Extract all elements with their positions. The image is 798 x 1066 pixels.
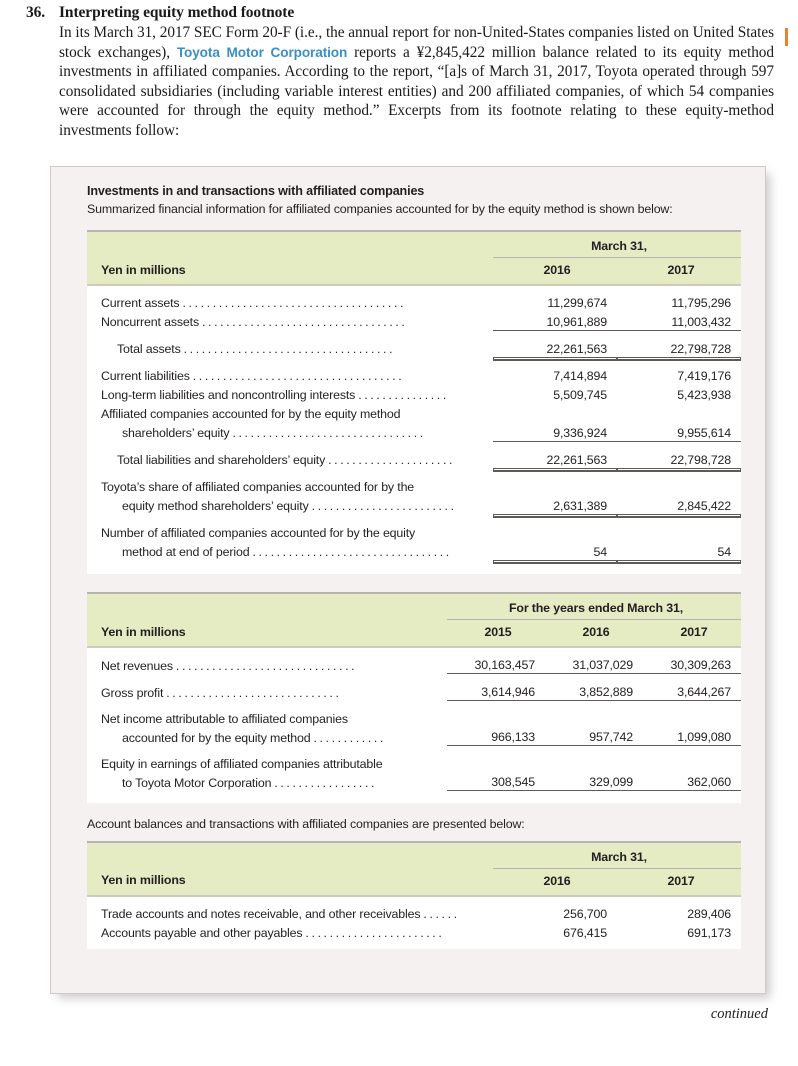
t1-col-2016: 2016 (493, 258, 617, 286)
t3-r1-label: Accounts payable and other payables (101, 926, 305, 940)
t1-r2-label: Total assets (117, 342, 184, 356)
exhibit-subtitle: Summarized financial information for affiliated companies accounted for by the equity method is shown below: (87, 202, 673, 216)
table-row (87, 701, 741, 727)
t2-r1-label: Gross profit (101, 686, 166, 700)
t2-span-header: For the years ended March 31, (447, 593, 741, 620)
t3-r1-v0: 676,415 (563, 925, 607, 940)
problem-block (26, 4, 774, 141)
table-row (87, 522, 741, 541)
table-bottom-spacer (87, 560, 741, 574)
t1-r0-v0: 11,299,674 (547, 296, 607, 310)
t1-r4-v1: 5,423,938 (677, 388, 731, 402)
table-row: Noncurrent assets .................................. 10,961,889 11,003,432 (87, 311, 741, 330)
table-row: Accounts payable and other payables ....................... 676,415 691,173 (87, 922, 741, 941)
table-row: method at end of period ................................. 54 54 (87, 541, 741, 560)
t1-r3-v1: 7,419,176 (677, 369, 731, 383)
problem-heading (26, 4, 774, 22)
table-row: Long-term liabilities and noncontrolling interests ............... 5,509,745 5,423,938 (87, 384, 741, 403)
t2-r3-v2: 1,099,080 (643, 727, 741, 746)
t1-col-2017: 2017 (617, 258, 741, 286)
table-header-span-row (87, 231, 741, 258)
t2-r0-label: Net revenues (101, 659, 176, 673)
rule-spacer (87, 468, 741, 476)
table-row: shareholders’ equity ................................ 9,336,924 9,955,614 (87, 422, 741, 441)
table-row: equity method shareholders’ equity ........................ 2,631,389 2,845,422 (87, 495, 741, 514)
problem-number: 36. (26, 4, 46, 21)
t1-r7-v1: 22,798,728 (617, 441, 741, 468)
t2-r2-label: Net income attributable to affiliated companies (101, 711, 348, 726)
problem-title: Interpreting equity method footnote (59, 4, 295, 21)
t3-r0-v0: 256,700 (563, 906, 607, 921)
table-row (87, 476, 741, 495)
t1-r7-v0: 22,261,563 (493, 441, 617, 468)
rule-spacer (87, 514, 741, 522)
t1-r1-v1: 11,003,432 (617, 311, 741, 330)
t1-r11-label: method at end of period (122, 545, 252, 559)
exhibit-title: Investments in and transactions with affiliated companies (87, 184, 425, 198)
table-bottom-spacer (87, 941, 741, 949)
t2-col-2016: 2016 (545, 620, 643, 648)
header-spacer (87, 231, 493, 258)
toyota-motor-corporation-link[interactable]: Toyota Motor Corporation (176, 44, 348, 60)
problem-body-part1: In its March 31, 2017 SEC Form 20-F (i.e., the annual report for non-United-States companies listed on United States stock exchanges), (59, 24, 774, 61)
t3-col-2017: 2017 (617, 868, 741, 896)
table-row: Total assets ................................... 22,261,563 22,798,728 (87, 330, 741, 357)
t1-r11-v1: 54 (617, 541, 741, 560)
t1-r2-v0: 22,261,563 (493, 330, 617, 357)
t2-r4-label: Equity in earnings of affiliated companies attributable (101, 756, 383, 771)
t1-r6-v0: 9,336,924 (493, 422, 617, 441)
t1-r7-label: Total liabilities and shareholders’ equity (117, 453, 328, 467)
t1-r6-label: shareholders’ equity (122, 426, 232, 440)
t3-r0-label: Trade accounts and notes receivable, and other receivables (101, 907, 423, 921)
t2-r1-v0: 3,614,946 (447, 674, 545, 701)
t1-span-header: March 31, (493, 231, 741, 258)
problem-body-part2: reports a ¥2,845,422 million balance related to its equity method investments in affiliated companies. According to the report, “[a]s of March 31, 2017, Toyota operated through 597 consolidated subsidiaries (including variable interest entities) and 200 affiliated companies, of which 54 companies were accounted for through the equity method.” Excerpts from its footnote relating to these equity-method investments follow: (59, 43, 775, 139)
table-row: Net revenues .............................. 30,163,457 31,037,029 30,309,263 (87, 647, 741, 674)
table-bottom-spacer (87, 791, 741, 803)
t1-r3-label: Current liabilities (101, 369, 193, 383)
income-statement-table (87, 592, 741, 803)
t2-r5-v1: 329,099 (545, 772, 643, 791)
t2-r5-label: to Toyota Motor Corporation (122, 776, 274, 790)
t1-r9-label: equity method shareholders’ equity (122, 499, 312, 513)
continued-label: continued (710, 1006, 768, 1022)
t1-r0-v1: 11,795,296 (671, 296, 731, 310)
table-row: to Toyota Motor Corporation ................. 308,545 329,099 362,060 (87, 772, 741, 791)
t2-r1-v1: 3,852,889 (545, 674, 643, 701)
t2-stub-header: Yen in millions (87, 620, 447, 648)
related-party-table (87, 841, 741, 949)
table-header-year-row (87, 620, 741, 648)
t3-r0-v1: 289,406 (687, 906, 731, 921)
rule-spacer (87, 357, 741, 365)
t1-r5-label: Affiliated companies accounted for by the equity method (101, 407, 401, 421)
t1-r1-label: Noncurrent assets (101, 315, 202, 329)
t2-r0-v0: 30,163,457 (447, 647, 545, 674)
table-row: Current liabilities ................................... 7,414,894 7,419,176 (87, 365, 741, 384)
exhibit-panel (50, 166, 766, 994)
t3-r1-v1: 691,173 (687, 925, 731, 940)
t1-r9-v1: 2,845,422 (617, 495, 741, 514)
t1-r2-v1: 22,798,728 (617, 330, 741, 357)
t1-r11-v0: 54 (493, 541, 617, 560)
t2-r5-v2: 362,060 (643, 772, 741, 791)
t1-r4-v0: 5,509,745 (553, 388, 607, 402)
problem-body (59, 23, 774, 141)
exhibit-note: Account balances and transactions with affiliated companies are presented below: (87, 816, 525, 831)
table-header-span-row (87, 593, 741, 620)
table-row: Current assets ..................................... 11,299,674 11,795,296 (87, 285, 741, 311)
header-spacer (87, 842, 493, 869)
t2-r0-v1: 31,037,029 (545, 647, 643, 674)
t1-r9-v0: 2,631,389 (493, 495, 617, 514)
t2-r3-label: accounted for by the equity method (122, 731, 313, 745)
t3-col-2016: 2016 (493, 868, 617, 896)
t2-col-2015: 2015 (447, 620, 545, 648)
table-row: Total liabilities and shareholders’ equity ..................... 22,261,563 22,798,728 (87, 441, 741, 468)
t1-r6-v1: 9,955,614 (617, 422, 741, 441)
table-row (87, 746, 741, 772)
table-row: accounted for by the equity method ............ 966,133 957,742 1,099,080 (87, 727, 741, 746)
table-row: Gross profit ............................. 3,614,946 3,852,889 3,644,267 (87, 674, 741, 701)
t1-r3-v0: 7,414,894 (553, 369, 607, 383)
t1-r0-label: Current assets (101, 296, 182, 310)
t1-r8-label: Toyota’s share of affiliated companies accounted for by the (101, 480, 415, 494)
t2-r3-v0: 966,133 (447, 727, 545, 746)
t1-r1-v0: 10,961,889 (493, 311, 617, 330)
t1-stub-header: Yen in millions (87, 258, 493, 286)
t3-stub-header: Yen in millions (87, 868, 493, 896)
table-row (87, 403, 741, 422)
table-header-span-row (87, 842, 741, 869)
t2-r3-v1: 957,742 (545, 727, 643, 746)
t1-r4-label: Long-term liabilities and noncontrolling interests (101, 388, 358, 402)
t2-r1-v2: 3,644,267 (643, 674, 741, 701)
t2-r0-v2: 30,309,263 (643, 647, 741, 674)
t2-r5-v0: 308,545 (447, 772, 545, 791)
t3-span-header: March 31, (493, 842, 741, 869)
t2-col-2017: 2017 (643, 620, 741, 648)
table-header-year-row (87, 868, 741, 896)
balance-sheet-table (87, 230, 741, 574)
table-header-year-row (87, 258, 741, 286)
t1-r10-label: Number of affiliated companies accounted for by the equity (101, 526, 416, 540)
margin-mark-icon (785, 28, 788, 46)
header-spacer (87, 593, 447, 620)
table-row: Trade accounts and notes receivable, and other receivables ...... 256,700 289,406 (87, 896, 741, 922)
